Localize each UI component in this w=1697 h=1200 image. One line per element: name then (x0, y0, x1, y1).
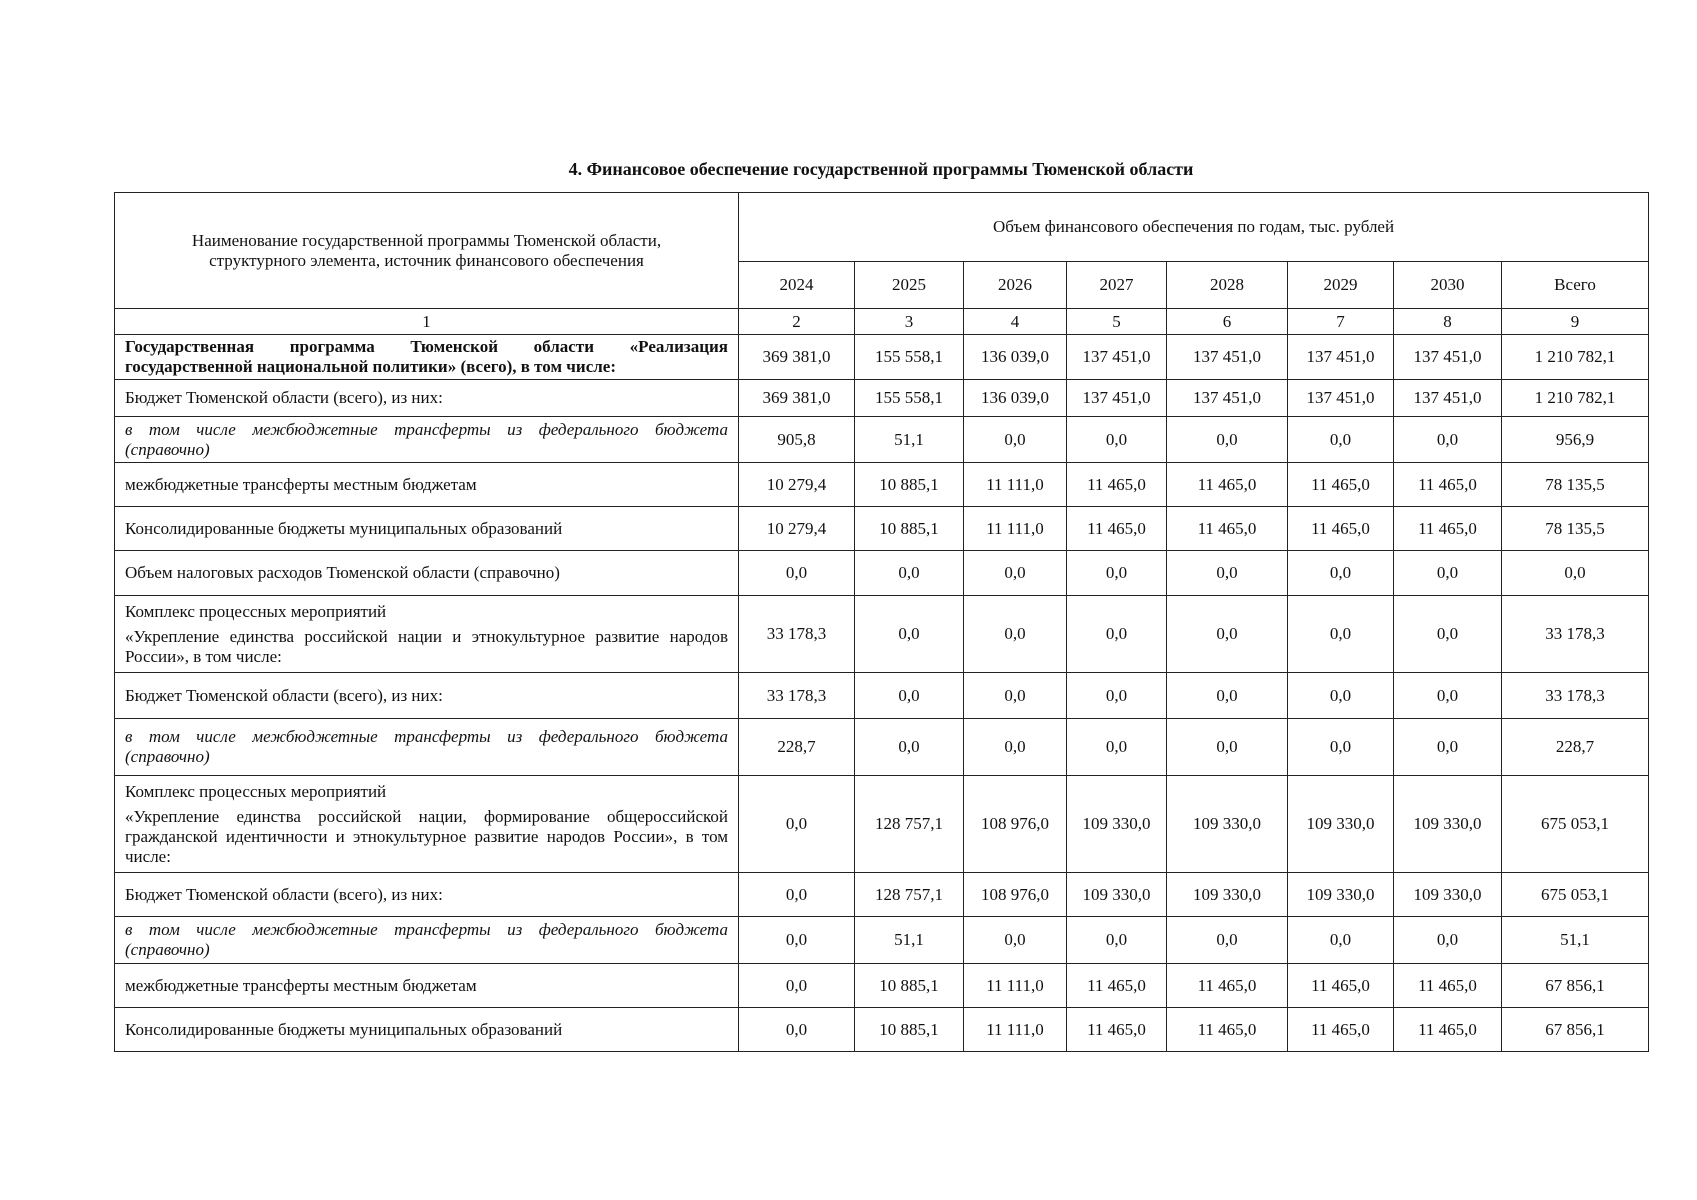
value-cell: 109 330,0 (1167, 776, 1288, 873)
value-cell: 905,8 (739, 417, 855, 463)
table-row (115, 596, 1649, 673)
row-name: Бюджет Тюменской области (всего), из них: (125, 884, 443, 904)
value-cell: 0,0 (964, 596, 1067, 673)
value-cell: 137 451,0 (1288, 335, 1394, 380)
table-row (115, 1008, 1649, 1052)
value-cell: 956,9 (1502, 417, 1649, 463)
table-row (115, 719, 1649, 776)
value-cell: 10 885,1 (855, 507, 964, 551)
value-cell: 0,0 (1394, 673, 1502, 719)
value-cell: 11 465,0 (1167, 463, 1288, 507)
volume-header: Объем финансового обеспечения по годам, тыс. рублей (739, 193, 1649, 262)
row-name-cell (115, 873, 739, 917)
value-cell: 0,0 (1394, 551, 1502, 596)
column-number-6: 7 (1288, 309, 1394, 335)
table-row (115, 776, 1649, 873)
row-name-cell (115, 507, 739, 551)
value-cell: 11 465,0 (1394, 1008, 1502, 1052)
year-header-3: 2027 (1067, 262, 1167, 309)
value-cell: 11 465,0 (1394, 507, 1502, 551)
value-cell: 0,0 (1502, 551, 1649, 596)
value-cell: 137 451,0 (1167, 380, 1288, 417)
value-cell: 0,0 (1394, 917, 1502, 964)
value-cell: 228,7 (1502, 719, 1649, 776)
row-name-cell (115, 917, 739, 964)
value-cell: 128 757,1 (855, 776, 964, 873)
value-cell: 0,0 (1167, 551, 1288, 596)
value-cell: 136 039,0 (964, 335, 1067, 380)
value-cell: 109 330,0 (1394, 873, 1502, 917)
row-name-cell (115, 335, 739, 380)
year-header-6: 2030 (1394, 262, 1502, 309)
row-name-cell (115, 964, 739, 1008)
value-cell: 0,0 (739, 873, 855, 917)
value-cell: 0,0 (1288, 551, 1394, 596)
row-name: межбюджетные трансферты местным бюджетам (125, 474, 477, 494)
table-row (115, 873, 1649, 917)
value-cell: 109 330,0 (1394, 776, 1502, 873)
value-cell: 0,0 (1167, 917, 1288, 964)
row-name-detail: «Укрепление единства российской нации, формирование общероссийской гражданской идентичности и этнокультурное развитие народов России», в том числе: (125, 806, 728, 866)
row-name: Бюджет Тюменской области (всего), из них: (125, 685, 443, 705)
value-cell: 0,0 (739, 917, 855, 964)
value-cell: 0,0 (739, 1008, 855, 1052)
value-cell: 78 135,5 (1502, 507, 1649, 551)
value-cell: 11 111,0 (964, 964, 1067, 1008)
row-name-cell (115, 596, 739, 673)
value-cell: 11 111,0 (964, 507, 1067, 551)
column-number-0: 1 (115, 309, 739, 335)
column-number-2: 3 (855, 309, 964, 335)
row-name-cell (115, 551, 739, 596)
row-name-cell (115, 776, 739, 873)
row-name: в том числе межбюджетные трансферты из федерального бюджета (справочно) (125, 727, 728, 766)
value-cell: 11 465,0 (1067, 964, 1167, 1008)
year-header-4: 2028 (1167, 262, 1288, 309)
value-cell: 0,0 (855, 719, 964, 776)
table-row (115, 335, 1649, 380)
value-cell: 108 976,0 (964, 873, 1067, 917)
value-cell: 0,0 (964, 917, 1067, 964)
value-cell: 228,7 (739, 719, 855, 776)
value-cell: 33 178,3 (739, 596, 855, 673)
value-cell: 11 465,0 (1067, 1008, 1167, 1052)
row-name: Объем налоговых расходов Тюменской области (справочно) (125, 563, 560, 582)
value-cell: 78 135,5 (1502, 463, 1649, 507)
value-cell: 1 210 782,1 (1502, 380, 1649, 417)
year-header-2: 2026 (964, 262, 1067, 309)
value-cell: 67 856,1 (1502, 1008, 1649, 1052)
value-cell: 11 465,0 (1067, 507, 1167, 551)
value-cell: 10 279,4 (739, 463, 855, 507)
page-title: 4. Финансовое обеспечение государственной программы Тюменской области (568, 159, 1194, 179)
table-row (115, 507, 1649, 551)
value-cell: 11 465,0 (1167, 507, 1288, 551)
value-cell: 33 178,3 (1502, 596, 1649, 673)
table-row (115, 463, 1649, 507)
value-cell: 675 053,1 (1502, 873, 1649, 917)
value-cell: 0,0 (1167, 673, 1288, 719)
name-column-header: Наименование государственной программы Тюменской области, структурного элемента, источник финансового обеспечения (115, 193, 739, 309)
row-name: Комплекс процессных мероприятий (125, 781, 387, 801)
column-number-5: 6 (1167, 309, 1288, 335)
table-row (115, 417, 1649, 463)
value-cell: 109 330,0 (1167, 873, 1288, 917)
value-cell: 67 856,1 (1502, 964, 1649, 1008)
column-number-4: 5 (1067, 309, 1167, 335)
row-name: Консолидированные бюджеты муниципальных образований (125, 518, 563, 538)
value-cell: 10 885,1 (855, 964, 964, 1008)
year-header-7: Всего (1502, 262, 1649, 309)
value-cell: 136 039,0 (964, 380, 1067, 417)
value-cell: 0,0 (855, 551, 964, 596)
column-number-3: 4 (964, 309, 1067, 335)
value-cell: 10 279,4 (739, 507, 855, 551)
table-row (115, 551, 1649, 596)
value-cell: 675 053,1 (1502, 776, 1649, 873)
column-number-1: 2 (739, 309, 855, 335)
table-body (115, 335, 1649, 1052)
table-row (115, 917, 1649, 964)
row-name-cell (115, 417, 739, 463)
value-cell: 33 178,3 (1502, 673, 1649, 719)
value-cell: 11 111,0 (964, 1008, 1067, 1052)
year-header-1: 2025 (855, 262, 964, 309)
row-name-cell (115, 380, 739, 417)
value-cell: 11 465,0 (1067, 463, 1167, 507)
value-cell: 0,0 (739, 964, 855, 1008)
value-cell: 11 465,0 (1288, 964, 1394, 1008)
row-name: в том числе межбюджетные трансферты из федерального бюджета (справочно) (125, 920, 728, 959)
value-cell: 1 210 782,1 (1502, 335, 1649, 380)
value-cell: 0,0 (1167, 596, 1288, 673)
value-cell: 0,0 (1288, 596, 1394, 673)
value-cell: 11 465,0 (1288, 463, 1394, 507)
value-cell: 0,0 (1067, 417, 1167, 463)
table-row (115, 964, 1649, 1008)
value-cell: 109 330,0 (1067, 873, 1167, 917)
value-cell: 137 451,0 (1067, 380, 1167, 417)
column-number-8: 9 (1502, 309, 1649, 335)
year-header-5: 2029 (1288, 262, 1394, 309)
row-name-cell (115, 673, 739, 719)
column-number-7: 8 (1394, 309, 1502, 335)
value-cell: 108 976,0 (964, 776, 1067, 873)
column-number-row (115, 309, 1649, 335)
value-cell: 155 558,1 (855, 335, 964, 380)
value-cell: 51,1 (1502, 917, 1649, 964)
value-cell: 51,1 (855, 417, 964, 463)
value-cell: 369 381,0 (739, 335, 855, 380)
value-cell: 369 381,0 (739, 380, 855, 417)
value-cell: 109 330,0 (1067, 776, 1167, 873)
value-cell: 0,0 (964, 417, 1067, 463)
row-name: в том числе межбюджетные трансферты из федерального бюджета (справочно) (125, 419, 728, 459)
row-name-cell (115, 463, 739, 507)
financing-table (114, 192, 1649, 1052)
value-cell: 137 451,0 (1394, 380, 1502, 417)
value-cell: 0,0 (1067, 917, 1167, 964)
value-cell: 137 451,0 (1067, 335, 1167, 380)
value-cell: 155 558,1 (855, 380, 964, 417)
value-cell: 0,0 (1067, 551, 1167, 596)
row-name: межбюджетные трансферты местным бюджетам (125, 975, 477, 995)
value-cell: 0,0 (855, 673, 964, 719)
value-cell: 109 330,0 (1288, 776, 1394, 873)
value-cell: 137 451,0 (1167, 335, 1288, 380)
value-cell: 128 757,1 (855, 873, 964, 917)
value-cell: 137 451,0 (1394, 335, 1502, 380)
value-cell: 11 465,0 (1394, 964, 1502, 1008)
year-header-0: 2024 (739, 262, 855, 309)
value-cell: 11 465,0 (1288, 507, 1394, 551)
value-cell: 11 465,0 (1288, 1008, 1394, 1052)
value-cell: 0,0 (1288, 673, 1394, 719)
value-cell: 0,0 (1288, 917, 1394, 964)
value-cell: 0,0 (1394, 596, 1502, 673)
row-name: Государственная программа Тюменской области «Реализация государственной национальной политики» (всего), в том числе: (125, 337, 728, 376)
value-cell: 0,0 (1288, 417, 1394, 463)
value-cell: 0,0 (1288, 719, 1394, 776)
value-cell: 0,0 (739, 776, 855, 873)
value-cell: 109 330,0 (1288, 873, 1394, 917)
header-row-top (115, 193, 1649, 262)
value-cell: 0,0 (964, 673, 1067, 719)
row-name: Консолидированные бюджеты муниципальных образований (125, 1019, 563, 1039)
value-cell: 33 178,3 (739, 673, 855, 719)
value-cell: 0,0 (1394, 417, 1502, 463)
value-cell: 0,0 (1167, 417, 1288, 463)
value-cell: 137 451,0 (1288, 380, 1394, 417)
value-cell: 0,0 (855, 596, 964, 673)
value-cell: 0,0 (1067, 596, 1167, 673)
row-name-cell (115, 719, 739, 776)
value-cell: 0,0 (1167, 719, 1288, 776)
value-cell: 11 465,0 (1167, 964, 1288, 1008)
value-cell: 11 465,0 (1394, 463, 1502, 507)
table-row (115, 380, 1649, 417)
row-name-detail: «Укрепление единства российской нации и этнокультурное развитие народов России», в том числе: (125, 626, 728, 666)
value-cell: 0,0 (1067, 673, 1167, 719)
row-name-cell (115, 1008, 739, 1052)
value-cell: 10 885,1 (855, 463, 964, 507)
row-name: Бюджет Тюменской области (всего), из них: (125, 388, 443, 407)
row-name: Комплекс процессных мероприятий (125, 601, 387, 621)
value-cell: 10 885,1 (855, 1008, 964, 1052)
value-cell: 0,0 (964, 719, 1067, 776)
table-row (115, 673, 1649, 719)
value-cell: 11 465,0 (1167, 1008, 1288, 1052)
value-cell: 51,1 (855, 917, 964, 964)
value-cell: 0,0 (964, 551, 1067, 596)
value-cell: 11 111,0 (964, 463, 1067, 507)
value-cell: 0,0 (1067, 719, 1167, 776)
value-cell: 0,0 (739, 551, 855, 596)
value-cell: 0,0 (1394, 719, 1502, 776)
